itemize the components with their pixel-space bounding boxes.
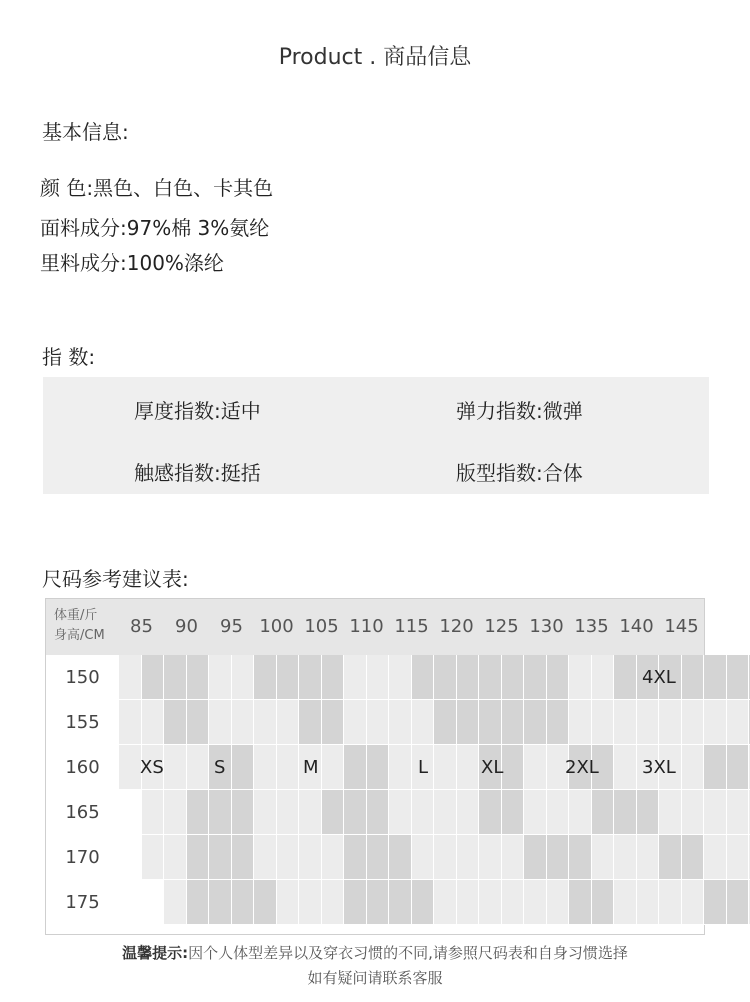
grid-cell xyxy=(682,790,705,835)
weight-axis-label: 体重/斤 xyxy=(54,608,98,623)
grid-cell xyxy=(389,655,412,700)
grid-cell xyxy=(187,835,210,880)
grid-cell xyxy=(502,790,525,835)
grid-cell xyxy=(164,790,187,835)
basic-info-heading: 基本信息: xyxy=(42,120,129,144)
height-label-160: 160 xyxy=(65,757,100,778)
grid-cell xyxy=(187,745,210,790)
grid-cell xyxy=(524,835,547,880)
grid-cell xyxy=(457,655,480,700)
grid-cell xyxy=(682,880,705,925)
grid-cell xyxy=(727,745,750,790)
weight-header-90: 90 xyxy=(175,616,198,637)
grid-cell xyxy=(232,700,255,745)
weight-header-100: 100 xyxy=(259,616,294,637)
grid-cell xyxy=(367,790,390,835)
grid-cell xyxy=(502,700,525,745)
color-row xyxy=(40,172,273,201)
grid-cell xyxy=(254,835,277,880)
weight-header-135: 135 xyxy=(574,616,609,637)
elasticity-index: 弹力指数:微弹 xyxy=(456,399,583,423)
grid-cell xyxy=(367,880,390,925)
grid-cell xyxy=(524,790,547,835)
grid-cell xyxy=(704,835,727,880)
grid-cell xyxy=(592,835,615,880)
grid-cell xyxy=(457,700,480,745)
height-label-170: 170 xyxy=(65,847,100,868)
grid-cell xyxy=(187,880,210,925)
grid-cell xyxy=(727,880,750,925)
grid-cell xyxy=(299,655,322,700)
grid-cell xyxy=(524,880,547,925)
height-axis-label: 身高/CM xyxy=(54,628,105,643)
grid-cell xyxy=(209,655,232,700)
index-heading: 指 数: xyxy=(42,345,96,369)
size-label-xs: XS xyxy=(140,757,164,778)
grid-cell xyxy=(119,700,142,745)
grid-cell xyxy=(592,790,615,835)
grid-cell xyxy=(299,835,322,880)
grid-cell xyxy=(119,790,142,835)
grid-cell xyxy=(322,655,345,700)
grid-cell xyxy=(547,880,570,925)
grid-cell xyxy=(412,790,435,835)
grid-cell xyxy=(547,790,570,835)
grid-cell xyxy=(569,880,592,925)
fabric-row xyxy=(40,212,269,241)
grid-cell xyxy=(142,835,165,880)
grid-cell xyxy=(187,655,210,700)
grid-cell xyxy=(659,880,682,925)
table-corner xyxy=(46,599,119,655)
weight-header-130: 130 xyxy=(529,616,564,637)
grid-cell xyxy=(434,835,457,880)
grid-cell xyxy=(547,700,570,745)
grid-cell xyxy=(164,835,187,880)
grid-cell xyxy=(704,880,727,925)
grid-cell xyxy=(164,880,187,925)
grid-cell xyxy=(682,700,705,745)
height-label-150: 150 xyxy=(65,667,100,688)
grid-cell xyxy=(389,790,412,835)
size-chart-heading: 尺码参考建议表: xyxy=(42,567,189,591)
color-value: 黑色、白色、卡其色 xyxy=(93,176,274,200)
thickness-index: 厚度指数:适中 xyxy=(134,399,261,423)
grid-cell xyxy=(569,655,592,700)
grid-cell xyxy=(254,655,277,700)
page-title: Product . 商品信息 xyxy=(278,45,472,70)
grid-cell xyxy=(614,745,637,790)
grid-cell xyxy=(254,880,277,925)
grid-cell xyxy=(322,790,345,835)
grid-cell xyxy=(502,655,525,700)
grid-cell xyxy=(524,700,547,745)
grid-cell xyxy=(412,655,435,700)
grid-cell xyxy=(187,700,210,745)
grid-cell xyxy=(412,835,435,880)
grid-cell xyxy=(637,835,660,880)
weight-header-105: 105 xyxy=(304,616,339,637)
grid-cell xyxy=(119,835,142,880)
grid-cell xyxy=(614,835,637,880)
grid-cell xyxy=(299,880,322,925)
color-label: 颜 色: xyxy=(40,176,94,200)
grid-cell xyxy=(502,745,525,790)
lining-row xyxy=(40,247,224,276)
weight-header-85: 85 xyxy=(130,616,153,637)
grid-cell xyxy=(457,745,480,790)
grid-cell xyxy=(322,880,345,925)
grid-cell xyxy=(457,835,480,880)
grid-cell xyxy=(704,700,727,745)
grid-cell xyxy=(254,700,277,745)
grid-cell xyxy=(164,745,187,790)
grid-cell xyxy=(142,700,165,745)
grid-cell xyxy=(614,655,637,700)
grid-cell xyxy=(547,835,570,880)
grid-cell xyxy=(142,790,165,835)
grid-cell xyxy=(254,790,277,835)
grid-cell xyxy=(164,655,187,700)
grid-cell xyxy=(367,745,390,790)
grid-cell xyxy=(637,880,660,925)
grid-cell xyxy=(434,655,457,700)
grid-cell xyxy=(142,880,165,925)
weight-header-115: 115 xyxy=(394,616,429,637)
touch-index: 触感指数:挺括 xyxy=(134,461,261,485)
grid-cell xyxy=(254,745,277,790)
grid-cell xyxy=(277,835,300,880)
grid-cell xyxy=(344,745,367,790)
grid-cell xyxy=(592,655,615,700)
height-label-175: 175 xyxy=(65,892,100,913)
grid-cell xyxy=(232,745,255,790)
grid-cell xyxy=(614,700,637,745)
size-label-2xl: 2XL xyxy=(565,757,599,778)
grid-cell xyxy=(637,700,660,745)
grid-cell xyxy=(209,880,232,925)
grid-cell xyxy=(232,655,255,700)
size-chart-table xyxy=(45,598,705,935)
grid-cell xyxy=(299,700,322,745)
grid-cell xyxy=(727,700,750,745)
tip-text: 因个人体型差异以及穿衣习惯的不同,请参照尺码表和自身习惯选择 xyxy=(188,944,628,962)
grid-cell xyxy=(119,880,142,925)
grid-cell xyxy=(592,880,615,925)
grid-cell xyxy=(479,700,502,745)
grid-cell xyxy=(232,835,255,880)
grid-cell xyxy=(164,700,187,745)
grid-cell xyxy=(389,745,412,790)
tip-label: 温馨提示: xyxy=(122,944,189,962)
size-label-3xl: 3XL xyxy=(642,757,676,778)
weight-header-140: 140 xyxy=(619,616,654,637)
grid-cell xyxy=(277,655,300,700)
grid-cell xyxy=(344,655,367,700)
grid-cell xyxy=(727,655,750,700)
grid-cell xyxy=(569,790,592,835)
grid-cell xyxy=(502,880,525,925)
weight-header-125: 125 xyxy=(484,616,519,637)
size-label-s: S xyxy=(214,757,226,778)
weight-header-110: 110 xyxy=(349,616,384,637)
grid-cell xyxy=(727,835,750,880)
grid-cell xyxy=(569,835,592,880)
grid-cell xyxy=(119,655,142,700)
grid-cell xyxy=(659,790,682,835)
height-label-155: 155 xyxy=(65,712,100,733)
grid-cell xyxy=(389,835,412,880)
height-label-165: 165 xyxy=(65,802,100,823)
grid-cell xyxy=(277,880,300,925)
grid-cell xyxy=(142,655,165,700)
fabric-value: 97%棉 3%氨纶 xyxy=(126,216,270,240)
grid-cell xyxy=(479,790,502,835)
grid-cell xyxy=(322,700,345,745)
grid-cell xyxy=(277,745,300,790)
grid-cell xyxy=(682,835,705,880)
size-label-l: L xyxy=(418,757,429,778)
grid-cell xyxy=(704,745,727,790)
grid-cell xyxy=(344,880,367,925)
grid-cell xyxy=(614,880,637,925)
grid-cell xyxy=(209,835,232,880)
grid-cell xyxy=(659,835,682,880)
grid-cell xyxy=(412,700,435,745)
grid-cell xyxy=(277,790,300,835)
grid-cell xyxy=(502,835,525,880)
grid-cell xyxy=(209,790,232,835)
grid-cell xyxy=(547,655,570,700)
grid-cell xyxy=(637,790,660,835)
grid-cell xyxy=(187,790,210,835)
grid-cell xyxy=(569,700,592,745)
grid-cell xyxy=(614,790,637,835)
grid-cell xyxy=(434,790,457,835)
grid-cell xyxy=(412,880,435,925)
grid-cell xyxy=(479,655,502,700)
grid-cell xyxy=(232,880,255,925)
grid-cell xyxy=(704,655,727,700)
index-panel xyxy=(43,377,709,494)
grid-cell xyxy=(367,655,390,700)
size-label-m: M xyxy=(303,757,319,778)
size-label-4xl: 4XL xyxy=(642,667,676,688)
grid-cell xyxy=(704,790,727,835)
grid-cell xyxy=(524,655,547,700)
tip-line-1 xyxy=(0,942,750,963)
grid-cell xyxy=(727,790,750,835)
weight-header-145: 145 xyxy=(664,616,699,637)
grid-cell xyxy=(367,700,390,745)
grid-cell xyxy=(682,745,705,790)
grid-cell xyxy=(434,880,457,925)
weight-header-95: 95 xyxy=(220,616,243,637)
fit-index: 版型指数:合体 xyxy=(456,461,583,485)
tip-line-2: 如有疑问请联系客服 xyxy=(307,969,443,987)
grid-cell xyxy=(434,745,457,790)
grid-cell xyxy=(232,790,255,835)
grid-cell xyxy=(277,700,300,745)
grid-cell xyxy=(389,700,412,745)
grid-cell xyxy=(322,745,345,790)
grid-cell xyxy=(592,700,615,745)
lining-label: 里料成分: xyxy=(40,251,127,275)
grid-cell xyxy=(524,745,547,790)
grid-cell xyxy=(344,835,367,880)
grid-cell xyxy=(659,700,682,745)
grid-cell xyxy=(457,790,480,835)
grid-cell xyxy=(209,700,232,745)
grid-cell xyxy=(344,790,367,835)
size-label-xl: XL xyxy=(481,757,504,778)
grid-cell xyxy=(119,745,142,790)
grid-cell xyxy=(367,835,390,880)
grid-cell xyxy=(457,880,480,925)
grid-cell xyxy=(344,700,367,745)
weight-header-120: 120 xyxy=(439,616,474,637)
lining-value: 100%涤纶 xyxy=(126,251,224,275)
grid-cell xyxy=(479,880,502,925)
grid-cell xyxy=(479,835,502,880)
grid-cell xyxy=(322,835,345,880)
grid-cell xyxy=(434,700,457,745)
grid-cell xyxy=(389,880,412,925)
grid-cell xyxy=(682,655,705,700)
fabric-label: 面料成分: xyxy=(40,216,127,240)
grid-cell xyxy=(299,790,322,835)
